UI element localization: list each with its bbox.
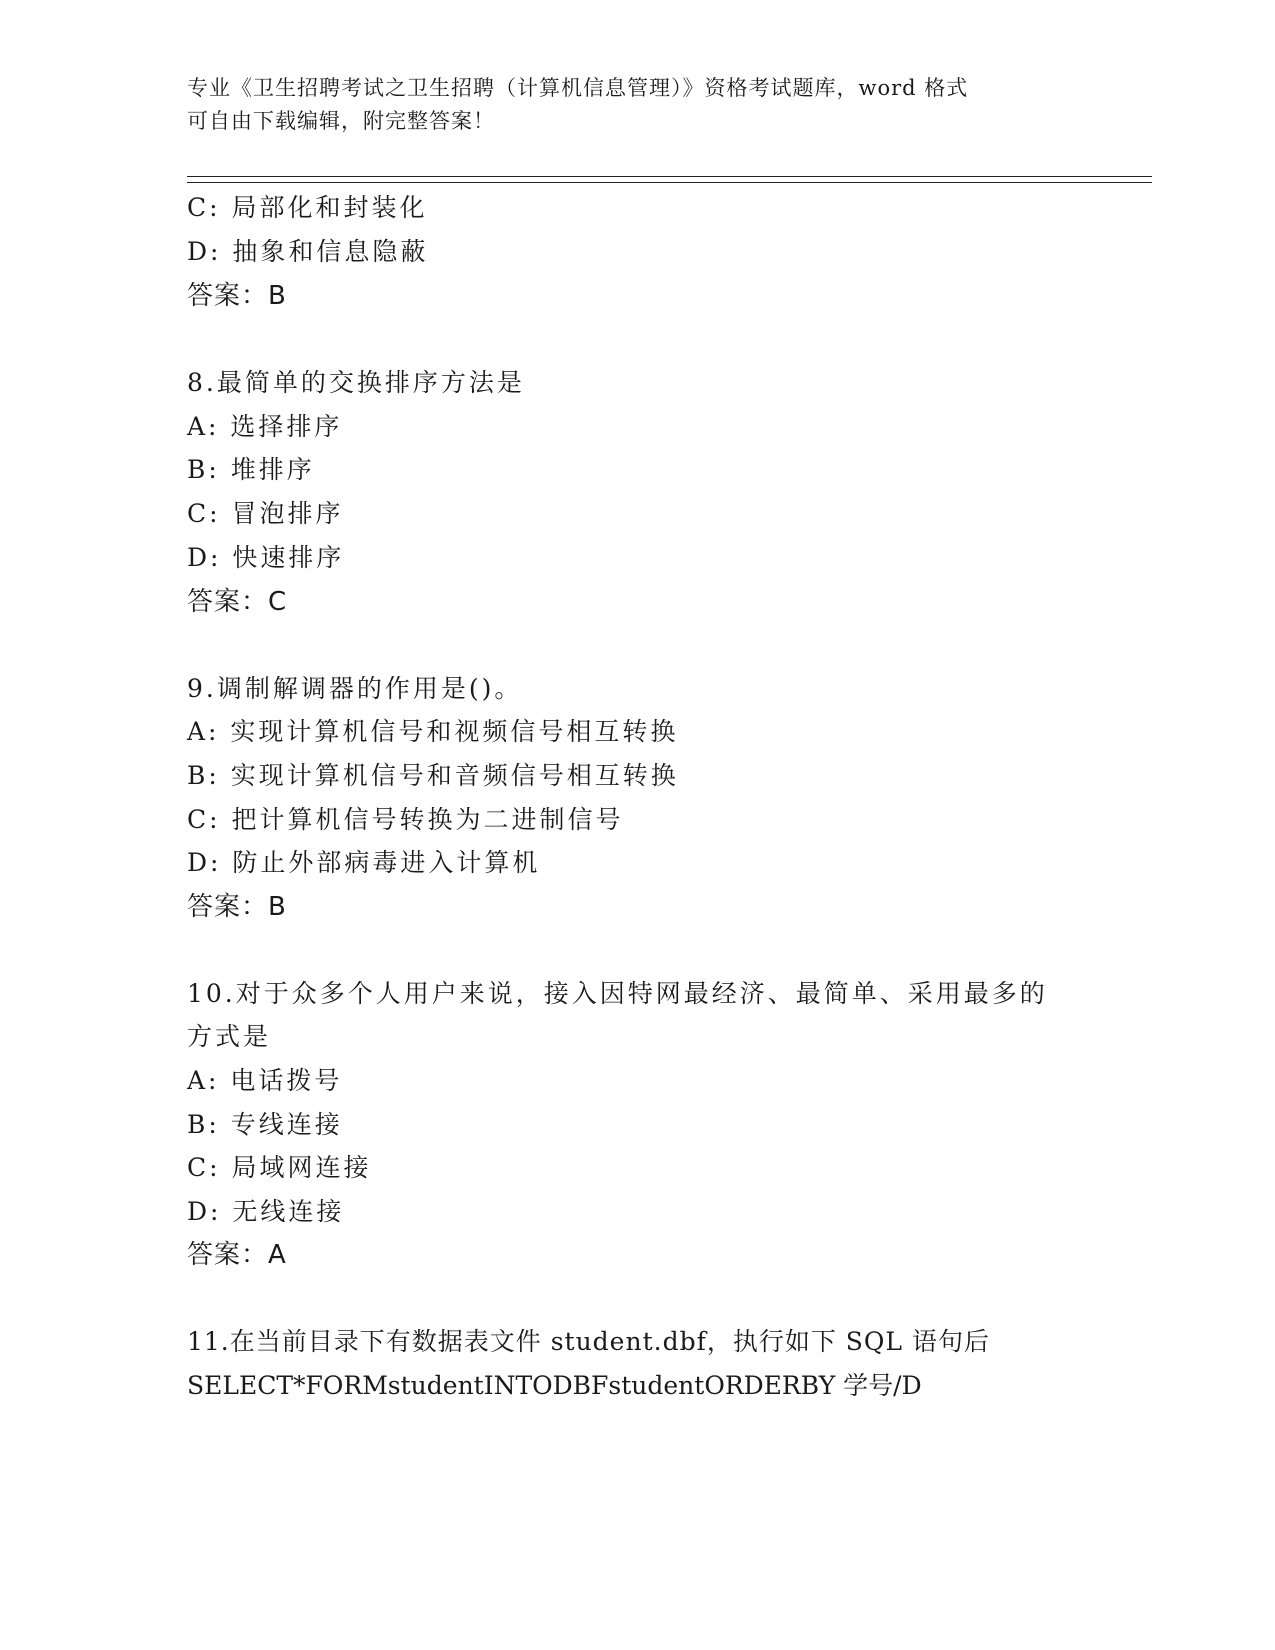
q10-answer: 答案：A [187, 1240, 287, 1270]
q7-option-d: D: 抽象和信息隐蔽 [187, 237, 429, 266]
q9-option-b: B: 实现计算机信号和音频信号相互转换 [187, 761, 679, 790]
q9-option-d: D: 防止外部病毒进入计算机 [187, 848, 541, 877]
q9-option-a: A: 实现计算机信号和视频信号相互转换 [187, 717, 679, 746]
q8-answer: 答案：C [187, 587, 288, 617]
q10-option-b: B: 专线连接 [187, 1110, 343, 1139]
q11-stem-line-1: 11.在当前目录下有数据表文件 student.dbf，执行如下 SQL 语句后 [187, 1327, 990, 1356]
q8-stem: 8.最简单的交换排序方法是 [187, 368, 525, 397]
header-line-2: 可自由下载编辑，附完整答案！ [187, 109, 495, 133]
header-divider-top [187, 176, 1152, 177]
q10-option-d: D: 无线连接 [187, 1197, 345, 1226]
q9-answer: 答案：B [187, 892, 287, 922]
q9-option-c: C: 把计算机信号转换为二进制信号 [187, 805, 624, 834]
q10-stem-line-2: 方式是 [187, 1022, 272, 1051]
q10-option-c: C: 局域网连接 [187, 1153, 372, 1182]
header-divider-bottom [187, 182, 1152, 183]
q7-option-c: C: 局部化和封装化 [187, 193, 428, 222]
q10-stem-line-1: 10.对于众多个人用户来说，接入因特网最经济、最简单、采用最多的 [187, 979, 1048, 1008]
document-header [187, 72, 1087, 138]
q9-stem: 9.调制解调器的作用是()。 [187, 674, 523, 703]
q10-option-a: A: 电话拨号 [187, 1066, 343, 1095]
q8-option-b: B: 堆排序 [187, 455, 315, 484]
q8-option-a: A: 选择排序 [187, 412, 343, 441]
header-line-1: 专业《卫生招聘考试之卫生招聘（计算机信息管理）》资格考试题库，word 格式 [187, 76, 969, 100]
q11-stem-line-2: SELECT*FORMstudentINTODBFstudentORDERBY 学号/D [187, 1371, 922, 1400]
q8-option-d: D: 快速排序 [187, 543, 345, 572]
q7-answer: 答案：B [187, 281, 287, 311]
q8-option-c: C: 冒泡排序 [187, 499, 344, 528]
